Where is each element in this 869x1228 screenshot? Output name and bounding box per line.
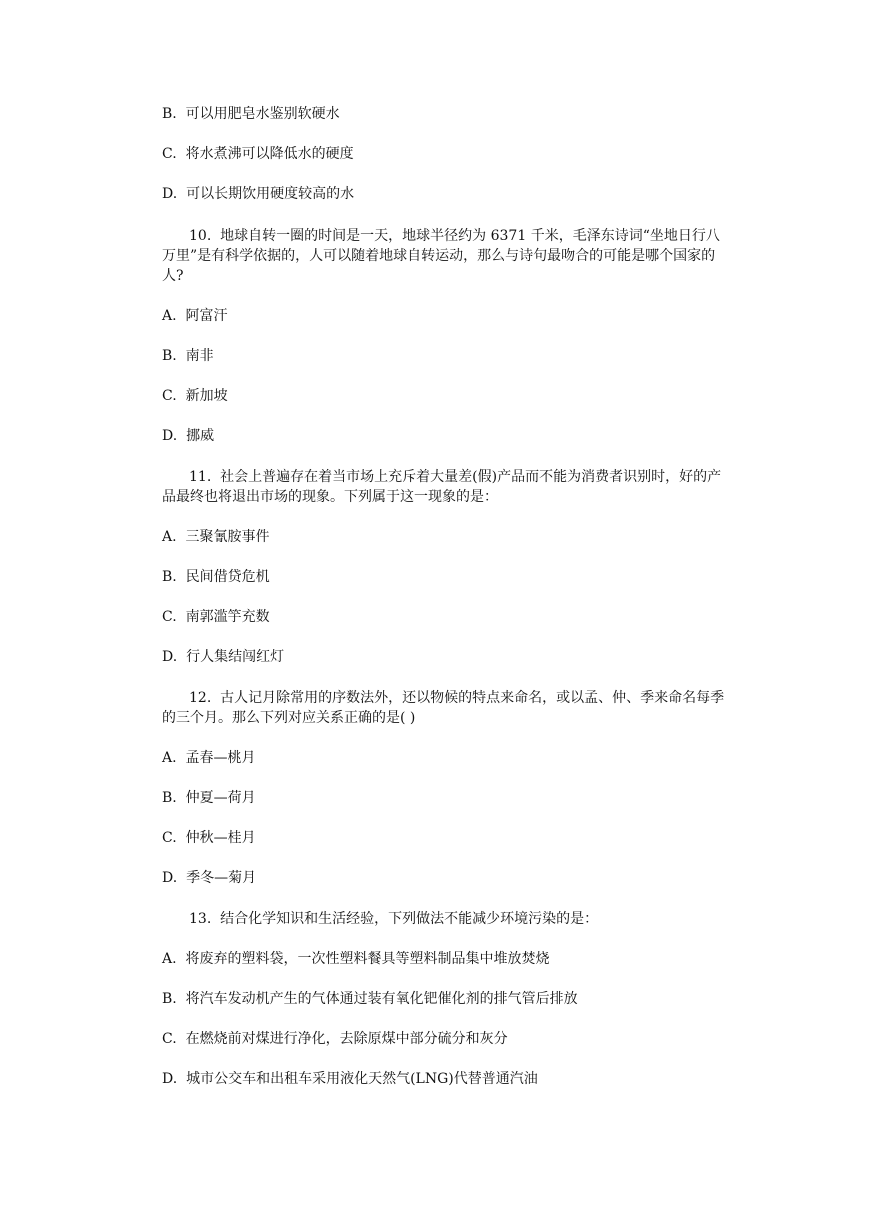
- question-number: 11.: [189, 469, 212, 485]
- option-label: C.: [162, 830, 177, 846]
- question-11-option-d: [162, 647, 284, 667]
- question-10-stem-line-1: [189, 226, 720, 246]
- question-13-option-c: [162, 1029, 508, 1049]
- question-12-option-a: [162, 748, 255, 768]
- option-text: 挪威: [186, 428, 215, 444]
- question-10-option-d: [162, 426, 214, 446]
- question-11-option-c: [162, 607, 270, 627]
- question-13-option-a: [162, 949, 549, 969]
- option-text: 孟春—桃月: [185, 750, 256, 766]
- option-text: 新加坡: [185, 388, 228, 404]
- question-10-option-a: [162, 306, 227, 326]
- stem-text: 地球自转一圈的时间是一天，地球半径约为 6371 千米，毛泽东诗词“坐地日行八: [220, 228, 720, 244]
- option-label: C.: [162, 1031, 177, 1047]
- option-label: A.: [162, 529, 177, 545]
- option-text: 阿富汗: [185, 308, 228, 324]
- stem-text: 古人记月除常用的序数法外，还以物候的特点来命名，或以孟、仲、季来命名每季: [220, 690, 725, 706]
- stem-text: 的三个月。那么下列对应关系正确的是( ): [162, 710, 416, 726]
- option-label: B.: [162, 348, 177, 364]
- option-label: B.: [162, 569, 177, 585]
- option-text: 可以长期饮用硬度较高的水: [186, 186, 355, 202]
- option-label: A.: [162, 750, 177, 766]
- question-number: 12.: [189, 690, 212, 706]
- option-label: D.: [162, 649, 178, 665]
- option-label: A.: [162, 951, 177, 967]
- option-text: 南郭滥竽充数: [185, 609, 270, 625]
- option-text: 将废弃的塑料袋，一次性塑料餐具等塑料制品集中堆放焚烧: [185, 951, 550, 967]
- option-d: [162, 184, 354, 204]
- question-11-option-a: [162, 527, 269, 547]
- option-text: 季冬—菊月: [186, 870, 257, 886]
- stem-text: 品最终也将退出市场的现象。下列属于这一现象的是：: [162, 489, 498, 505]
- option-text: 仲秋—桂月: [185, 830, 256, 846]
- option-label: B.: [162, 106, 177, 122]
- stem-text: 人?: [162, 268, 184, 284]
- question-12-option-b: [162, 788, 256, 808]
- option-c: [162, 144, 354, 164]
- question-13-stem-line-1: [189, 909, 598, 929]
- question-number: 13.: [189, 911, 212, 927]
- option-text: 将水煮沸可以降低水的硬度: [185, 146, 354, 162]
- option-label: A.: [162, 308, 177, 324]
- option-label: B.: [162, 991, 177, 1007]
- option-text: 行人集结闯红灯: [186, 649, 285, 665]
- option-text: 仲夏—荷月: [185, 790, 256, 806]
- option-label: B.: [162, 790, 177, 806]
- question-10-stem-line-3: [162, 266, 184, 286]
- stem-text: 社会上普遍存在着当市场上充斥着大量差(假)产品而不能为消费者识别时，好的产: [220, 469, 722, 485]
- question-13-option-d: [162, 1069, 538, 1089]
- question-12-stem-line-1: [189, 688, 724, 708]
- question-12-option-d: [162, 868, 256, 888]
- option-text: 三聚氰胺事件: [185, 529, 270, 545]
- option-label: C.: [162, 146, 177, 162]
- option-label: D.: [162, 428, 178, 444]
- option-label: D.: [162, 870, 178, 886]
- option-text: 可以用肥皂水鉴别软硬水: [185, 106, 340, 122]
- question-10-option-c: [162, 386, 228, 406]
- option-label: C.: [162, 609, 177, 625]
- option-label: D.: [162, 186, 178, 202]
- question-11-option-b: [162, 567, 270, 587]
- question-13-option-b: [162, 989, 578, 1009]
- question-10-option-b: [162, 346, 214, 366]
- question-12-option-c: [162, 828, 256, 848]
- option-text: 将汽车发动机产生的气体通过装有氧化钯催化剂的排气管后排放: [185, 991, 578, 1007]
- question-10-stem-line-2: [162, 246, 715, 266]
- question-12-stem-line-2: [162, 708, 415, 728]
- option-label: C.: [162, 388, 177, 404]
- question-number: 10.: [189, 228, 212, 244]
- stem-text: 结合化学知识和生活经验，下列做法不能减少环境污染的是：: [220, 911, 599, 927]
- stem-text: 万里”是有科学依据的，人可以随着地球自转运动，那么与诗句最吻合的可能是哪个国家的: [162, 248, 716, 264]
- option-text: 南非: [185, 348, 214, 364]
- option-text: 在燃烧前对煤进行净化，去除原煤中部分硫分和灰分: [185, 1031, 508, 1047]
- option-text: 民间借贷危机: [185, 569, 270, 585]
- option-b: [162, 104, 340, 124]
- option-label: D.: [162, 1071, 178, 1087]
- question-11-stem-line-1: [189, 467, 721, 487]
- option-text: 城市公交车和出租车采用液化天然气(LNG)代替普通汽油: [186, 1071, 538, 1087]
- question-11-stem-line-2: [162, 487, 498, 507]
